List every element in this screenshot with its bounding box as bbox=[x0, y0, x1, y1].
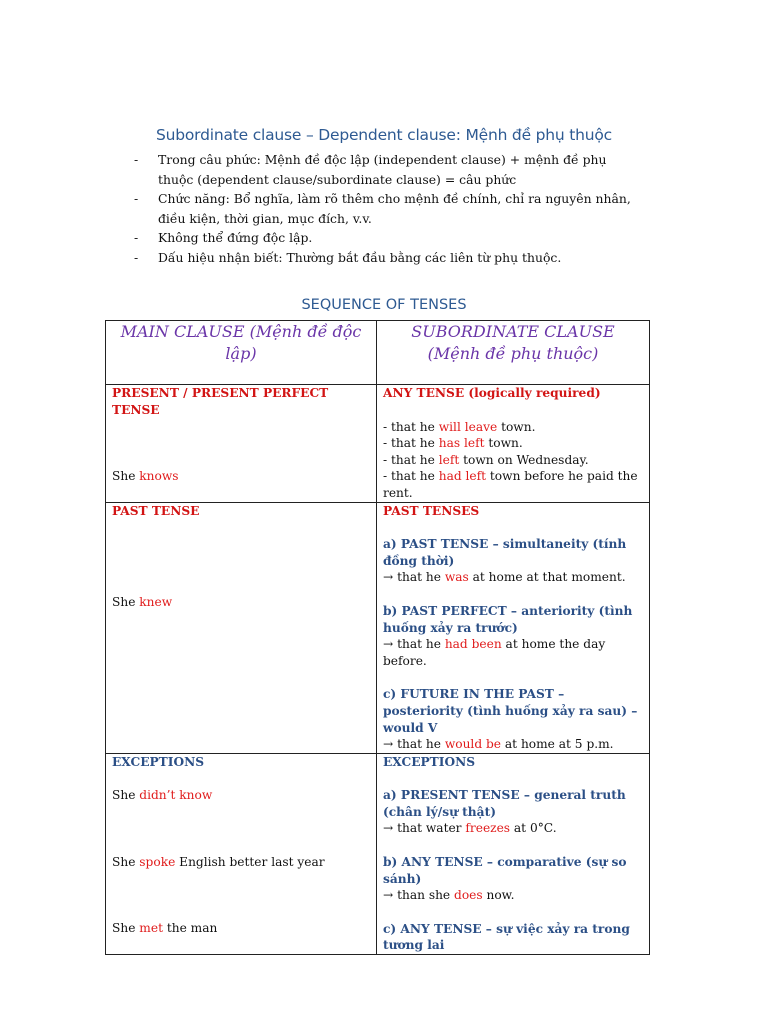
bullet-dash: - bbox=[134, 230, 139, 245]
bullet-dash: - bbox=[134, 249, 139, 265]
example-sentence: She knew bbox=[112, 595, 173, 610]
table-header-row bbox=[106, 321, 650, 385]
table-row bbox=[106, 753, 650, 954]
verb-highlight: would be bbox=[444, 737, 502, 752]
tense-heading: a) PAST TENSE – simultaneity (tính đồng thời) bbox=[383, 537, 627, 568]
example-line: → that water freezes at 0°C. bbox=[383, 821, 557, 836]
row-label: PRESENT / PRESENT PERFECT TENSE bbox=[112, 386, 329, 417]
example-sentence: She met the man bbox=[112, 921, 218, 936]
verb-highlight: was bbox=[444, 570, 469, 585]
verb-highlight: had been bbox=[444, 637, 502, 652]
tense-table bbox=[105, 320, 650, 955]
bullet-text: Trong câu phức: Mệnh đề độc lập (independent clause) + mệnh đề phụ thuộc (dependent clause/subordinate clause) = câu phức bbox=[158, 152, 607, 187]
tense-heading: c) FUTURE IN THE PAST – posteriority (tình huống xảy ra sau) – would V bbox=[383, 687, 638, 735]
sub-cell bbox=[377, 385, 650, 503]
bullet-text: Dấu hiệu nhận biết: Thường bắt đầu bằng các liên từ phụ thuộc. bbox=[158, 249, 562, 265]
table-row bbox=[106, 502, 650, 753]
verb-highlight: does bbox=[454, 888, 483, 903]
example-sentence: She knows bbox=[112, 469, 179, 484]
verb-highlight: knows bbox=[139, 469, 179, 484]
document-title: Subordinate clause – Dependent clause: Mệnh đề phụ thuộc bbox=[156, 126, 612, 144]
bullet-list bbox=[134, 150, 634, 267]
verb-highlight: will leave bbox=[438, 419, 498, 434]
verb-highlight: spoke bbox=[139, 854, 176, 869]
sub-cell bbox=[377, 502, 650, 753]
bullet-item bbox=[134, 189, 634, 228]
verb-highlight: didn’t know bbox=[139, 788, 213, 803]
row-label: EXCEPTIONS bbox=[112, 754, 205, 769]
example-line: - that he left town on Wednesday. bbox=[383, 452, 589, 467]
verb-highlight: met bbox=[139, 921, 163, 936]
example-sentence: She didn’t know bbox=[112, 788, 213, 803]
header-main-clause: MAIN CLAUSE (Mệnh đề độc lập) bbox=[106, 321, 377, 385]
header-subordinate-clause: SUBORDINATE CLAUSE (Mệnh đề phụ thuộc) bbox=[377, 321, 650, 385]
main-cell bbox=[106, 385, 377, 503]
row-label: PAST TENSES bbox=[383, 503, 480, 518]
tense-heading: a) PRESENT TENSE – general truth (chân lý/sự thật) bbox=[383, 788, 626, 819]
tense-heading: b) ANY TENSE – comparative (sự so sánh) bbox=[383, 855, 627, 886]
verb-highlight: left bbox=[438, 452, 460, 467]
example-sentence: She spoke English better last year bbox=[112, 854, 325, 869]
row-label: PAST TENSE bbox=[112, 503, 200, 518]
bullet-text: Không thể đứng độc lập. bbox=[158, 230, 313, 245]
bullet-item bbox=[134, 248, 634, 268]
verb-highlight: knew bbox=[139, 595, 173, 610]
row-label: ANY TENSE (logically required) bbox=[383, 386, 601, 400]
verb-highlight: had left bbox=[438, 469, 487, 484]
example-line: → than she does now. bbox=[383, 888, 515, 903]
tense-heading: c) ANY TENSE – sự việc xảy ra trong tương lai bbox=[383, 921, 630, 953]
bullet-dash: - bbox=[134, 152, 139, 167]
example-line: → that he had been at home the day before. bbox=[383, 637, 606, 668]
bullet-item bbox=[134, 228, 634, 248]
example-line: - that he will leave town. bbox=[383, 419, 536, 434]
verb-highlight: freezes bbox=[465, 821, 511, 836]
bullet-text: Chức năng: Bổ nghĩa, làm rõ thêm cho mệnh đề chính, chỉ ra nguyên nhân, điều kiện, thời gian, mục đích, v.v. bbox=[158, 191, 631, 226]
row-label: EXCEPTIONS bbox=[383, 754, 476, 769]
main-cell bbox=[106, 753, 377, 954]
bullet-dash: - bbox=[134, 191, 139, 206]
verb-highlight: has left bbox=[438, 436, 485, 451]
main-cell bbox=[106, 502, 377, 753]
example-line: - that he has left town. bbox=[383, 436, 523, 451]
bullet-item bbox=[134, 150, 634, 189]
section-title: SEQUENCE OF TENSES bbox=[301, 297, 467, 313]
example-line: → that he would be at home at 5 p.m. bbox=[383, 737, 614, 752]
example-line: - that he had left town before he paid the rent. bbox=[383, 469, 638, 500]
tense-heading: b) PAST PERFECT – anteriority (tình huống xảy ra trước) bbox=[383, 603, 633, 635]
sub-cell bbox=[377, 753, 650, 954]
example-line: → that he was at home at that moment. bbox=[383, 570, 626, 585]
table-row bbox=[106, 385, 650, 503]
